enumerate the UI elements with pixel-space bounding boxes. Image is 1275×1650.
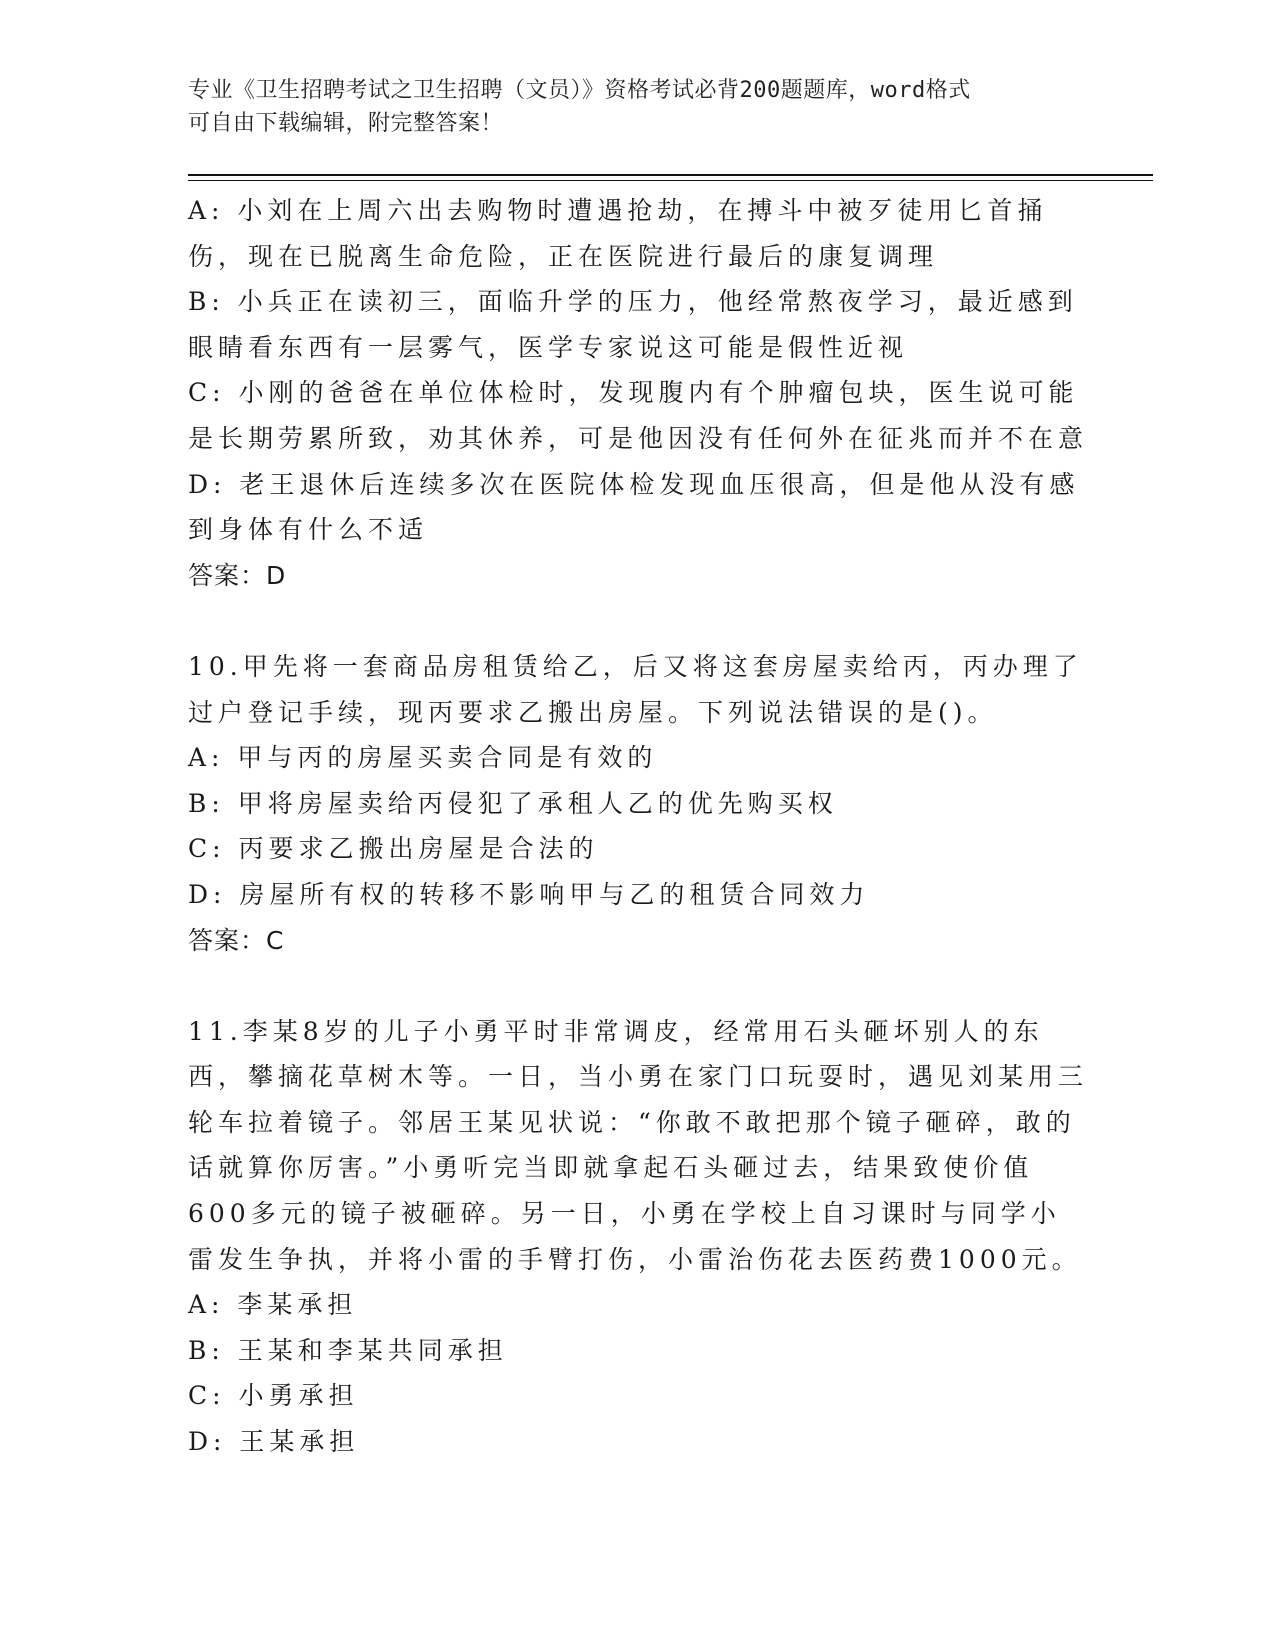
header-rule-thick	[188, 174, 1153, 176]
q11-option-c: C: 小勇承担	[188, 1381, 359, 1411]
q11-option-d: D: 王某承担	[188, 1427, 360, 1457]
q11-option-a: A: 李某承担	[188, 1290, 358, 1320]
header-line-2: 可自由下载编辑，附完整答案！	[188, 111, 504, 136]
q9-answer: 答案：D	[188, 560, 287, 590]
q9-option-c: C: 小刚的爸爸在单位体检时，发现腹内有个肿瘤包块，医生说可能是长期劳累所致，劝其休养，可是他因没有任何外在征兆而并不在意	[188, 378, 1089, 453]
q10-option-c: C: 丙要求乙搬出房屋是合法的	[188, 834, 599, 864]
header-rule-thin	[188, 180, 1153, 181]
q9-option-d: D: 老王退休后连续多次在医院体检发现血压很高，但是他从没有感到身体有什么不适	[188, 469, 1080, 545]
q10-option-d: D: 房屋所有权的转移不影响甲与乙的租赁合同效力	[188, 879, 870, 909]
q10-option-a: A: 甲与丙的房屋买卖合同是有效的	[188, 743, 658, 773]
q10-answer: 答案：C	[188, 925, 285, 955]
q11-stem: 11.李某8岁的儿子小勇平时非常调皮，经常用石头砸坏别人的东西，攀摘花草树木等。一日，当小勇在家门口玩耍时，遇见刘某用三轮车拉着镜子。邻居王某见状说：“你敢不敢把那个镜子砸碎，敢的话就算你厉害。”小勇听完当即就拿起石头砸过去，结果致使价值600多元的镜子被砸碎。另一日，小勇在学校上自习课时与同学小雷发生争执，并将小雷的手臂打伤，小雷治伤花去医药费1000元。	[188, 1016, 1089, 1274]
document-header	[188, 74, 1068, 140]
q9-option-b: B: 小兵正在读初三，面临升学的压力，他经常熬夜学习，最近感到眼睛看东西有一层雾气，医学专家说这可能是假性近视	[188, 287, 1078, 362]
q9-option-a: A: 小刘在上周六出去购物时遭遇抢劫，在搏斗中被歹徒用匕首捅伤，现在已脱离生命危险，正在医院进行最后的康复调理	[188, 196, 1048, 271]
question-content	[188, 188, 1088, 1465]
q10-option-b: B: 甲将房屋卖给丙侵犯了承租人乙的优先购买权	[188, 788, 838, 818]
q11-option-b: B: 王某和李某共同承担	[188, 1335, 508, 1365]
header-line-1: 专业《卫生招聘考试之卫生招聘（文员）》资格考试必背200题题库，word格式	[188, 78, 971, 103]
q10-stem: 10.甲先将一套商品房租赁给乙，后又将这套房屋卖给丙，丙办理了过户登记手续，现丙要求乙搬出房屋。下列说法错误的是()。	[188, 651, 1083, 727]
